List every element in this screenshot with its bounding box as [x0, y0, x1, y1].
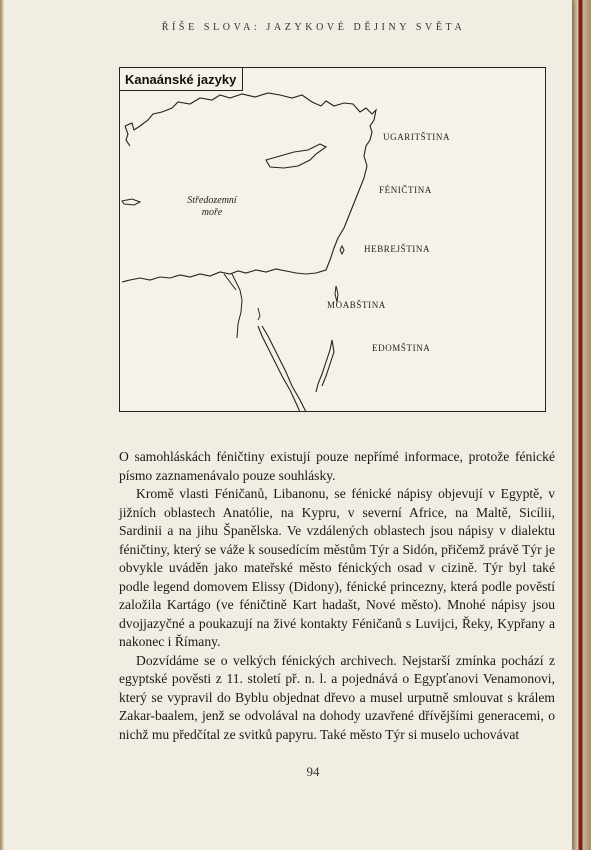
bitter-lakes	[258, 308, 260, 320]
body-text	[119, 448, 555, 744]
map-figure	[119, 67, 546, 412]
paragraph: O samohláskách féničtiny existují pouze nepřímé informace, protože fénické písmo zaznamenávalo pouze souhlásky.	[119, 449, 555, 483]
island-crete	[122, 199, 140, 205]
lake-galilee	[340, 246, 344, 254]
coastline	[122, 93, 376, 282]
nile-branch	[224, 274, 236, 290]
island-cyprus	[266, 144, 326, 168]
page-number: 94	[306, 764, 320, 779]
sea-label: Středozemní moře	[187, 195, 237, 218]
gulf-aqaba	[316, 340, 334, 392]
paragraph: Kromě vlasti Féničanů, Libanonu, se fénické nápisy objevují v Egyptě, v jižních oblastech Anatólie, na Kypru, v severní Africe, na Maltě, Sicílii, Sardinii a na jihu Španělska. Ve vzdálených oblastech jsou nápisy v dialektu féničtiny, který se váže k sousedícím městům Týr a Sidón, přičemž právě Týr je obvykle uváděn jako mateřské město fénických osad v cizině. Týr byl také podle legend domovem Elissy (Didony), fénické princezny, která podle pověstí založila Kartágo (ve féničtině Kart hadašt, Nové město). Mnohé nápisy jsou dvojjazyčné a poukazují na živé kontakty Féničanů s Luvijci, Řeky, Kypřany a nakonec i Římany.	[119, 486, 555, 649]
page-binding-shadow	[0, 0, 4, 850]
label-moabite: MOABŠTINA	[327, 300, 386, 310]
gulf-suez	[258, 326, 300, 412]
map-title: Kanaánské jazyky	[120, 68, 243, 91]
label-phoenician: FÉNIČTINA	[379, 185, 432, 195]
nile-river	[232, 274, 242, 338]
book-edge	[572, 0, 591, 850]
sinai-coast	[262, 326, 306, 412]
label-edomite: EDOMŠTINA	[372, 343, 431, 353]
label-hebrew: HEBREJŠTINA	[364, 244, 431, 254]
paragraph: Dozvídáme se o velkých fénických archivech. Nejstarší zmínka pochází z egyptské pověsti z 11. století př. n. l. a pojednává o Egypťanovi Venamonovi, který se vypravil do Byblu objednat dřevo a musel urputně smlouvat s králem Zakar-baalem, jenž se odvolával na dohody uzavřené dřívějšími generacemi, o nichž mu předčítal ze svitků papyru. Také město Týr si muselo uchovávat	[119, 652, 555, 742]
map-drawing	[120, 68, 547, 413]
label-ugaritic: UGARITŠTINA	[383, 132, 451, 142]
running-head: ŘÍŠE SLOVA: JAZYKOVÉ DĚJINY SVĚTA	[161, 22, 466, 33]
coastline-west	[125, 126, 130, 146]
